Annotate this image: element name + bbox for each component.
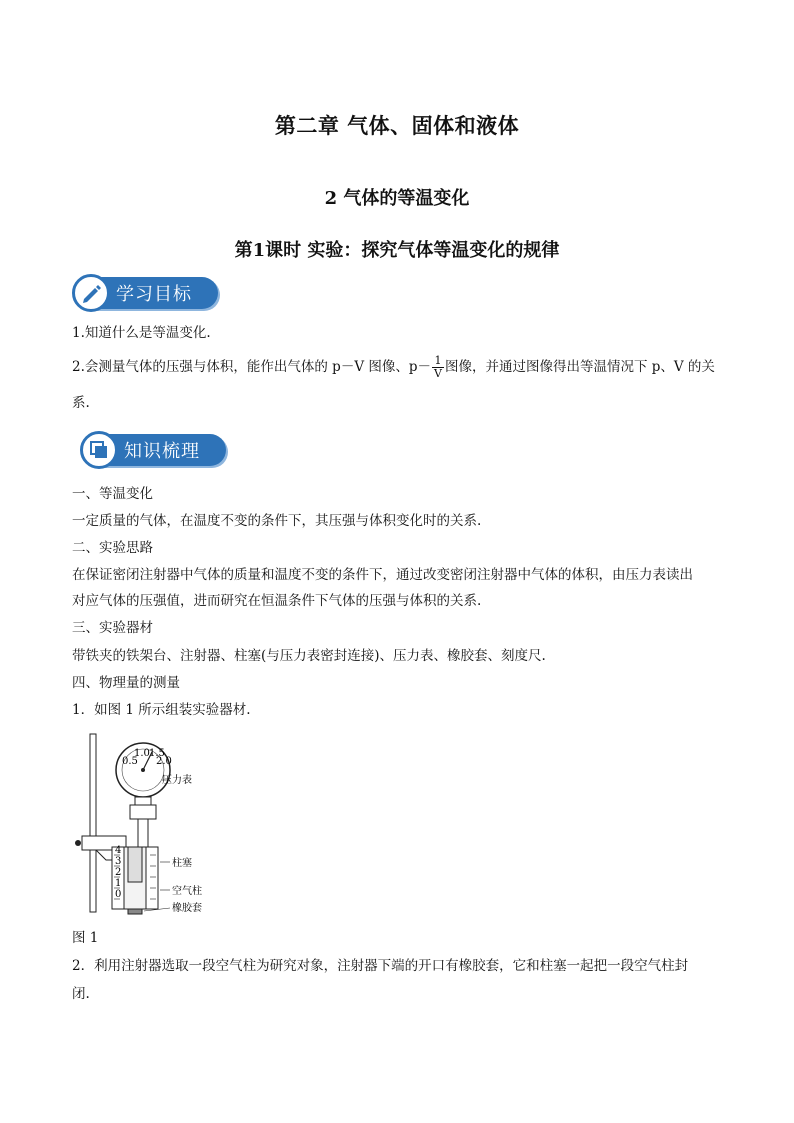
section-title: 2 气体的等温变化 xyxy=(324,188,470,209)
label-rubber-cap: 橡胶套 xyxy=(172,903,202,914)
step-2-line-2: 闭. xyxy=(72,986,90,1002)
lesson-title: 第1课时 实验：探究气体等温变化的规律 xyxy=(234,240,560,261)
heading-1: 一、等温变化 xyxy=(72,486,153,502)
objective-item-2 xyxy=(72,355,732,380)
objective-text: 图像，并通过图像得出等温情况下 p、V 的关 xyxy=(444,359,715,375)
apparatus-diagram xyxy=(72,730,212,920)
pencil-icon xyxy=(72,274,110,312)
heading-4: 四、物理量的测量 xyxy=(72,675,180,691)
objective-item-2-cont: 系. xyxy=(72,395,90,411)
chapter-title: 第二章 气体、固体和液体 xyxy=(274,113,520,138)
fraction-numerator: 1 xyxy=(432,355,444,368)
objectives-banner xyxy=(72,274,222,312)
heading-3: 三、实验器材 xyxy=(72,620,153,636)
objective-item-1: 1.知道什么是等温变化. xyxy=(72,325,211,341)
step-2-line-1: 2．利用注射器选取一段空气柱为研究对象，注射器下端的开口有橡胶套，它和柱塞一起把一段空气柱封 xyxy=(72,958,689,974)
knowledge-banner xyxy=(80,431,230,469)
gauge-tick: 1.5 xyxy=(149,748,165,759)
scale-mark: 3 xyxy=(115,856,122,867)
documents-icon xyxy=(80,431,118,469)
gauge-tick: 2.0 xyxy=(156,756,172,767)
gauge-tick: 1.0 xyxy=(134,748,150,759)
scale-mark: 2 xyxy=(115,867,122,878)
label-plunger: 柱塞 xyxy=(172,858,192,869)
paragraph-2-line-2: 对应气体的压强值，进而研究在恒温条件下气体的压强与体积的关系. xyxy=(72,593,482,609)
scale-mark: 4 xyxy=(115,845,122,856)
objective-text: 2.会测量气体的压强与体积，能作出气体的 p－V 图像、p－ xyxy=(72,359,431,375)
banner-label: 知识梳理 xyxy=(124,441,200,462)
banner-label: 学习目标 xyxy=(116,284,192,305)
paragraph-2-line-1: 在保证密闭注射器中气体的质量和温度不变的条件下，通过改变密闭注射器中气体的体积，由压力表读出 xyxy=(72,567,693,583)
label-gauge: 压力表 xyxy=(162,775,192,786)
fraction xyxy=(432,355,444,380)
gauge-tick: 0.5 xyxy=(122,756,138,767)
apparatus-figure xyxy=(72,730,212,920)
paragraph-3: 带铁夹的铁架台、注射器、柱塞(与压力表密封连接)、压力表、橡胶套、刻度尺. xyxy=(72,648,546,664)
scale-mark: 1 xyxy=(115,878,122,889)
paragraph-1: 一定质量的气体，在温度不变的条件下，其压强与体积变化时的关系. xyxy=(72,513,482,529)
figure-caption: 图 1 xyxy=(72,930,99,946)
heading-2: 二、实验思路 xyxy=(72,540,153,556)
fraction-denominator: V xyxy=(434,367,442,380)
scale-mark: 0 xyxy=(115,889,122,900)
label-air-column: 空气柱 xyxy=(172,886,202,897)
step-1: 1．如图 1 所示组装实验器材. xyxy=(72,702,251,718)
